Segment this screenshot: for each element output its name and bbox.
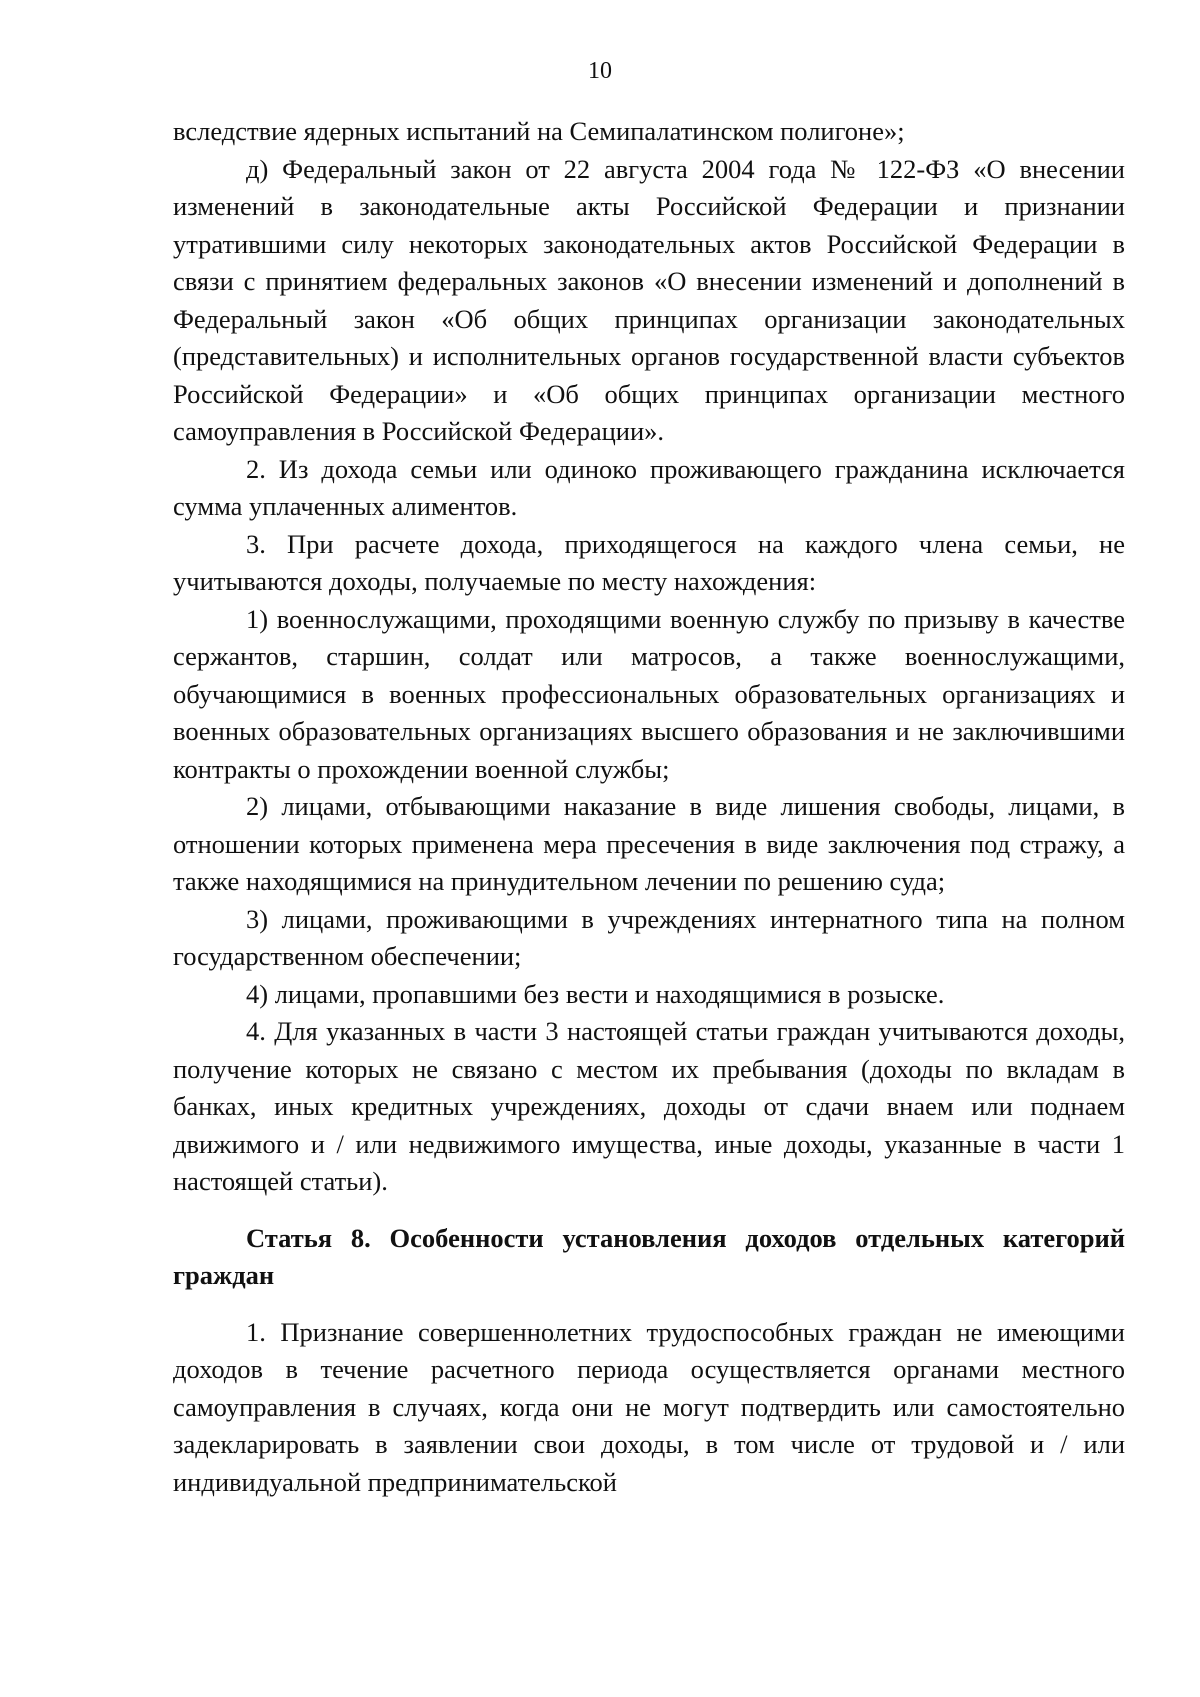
paragraph-part-3: 3. При расчете дохода, приходящегося на каждого члена семьи, не учитываются доходы, получаемые по месту нахождения: — [173, 528, 1125, 596]
paragraph-article-8-part-1: 1. Признание совершеннолетних трудоспособных граждан не имеющими доходов в течение расчетного периода осуществляется органами местного самоуправления в случаях, когда они не могут подтвердить или самостоятельно задекларировать в заявлении свои доходы, в том числе от трудовой и / или индивидуальной предпринимательской — [173, 1316, 1125, 1497]
page-number: 10 — [588, 58, 612, 84]
paragraph-subitem-1: 1) военнослужащими, проходящими военную службу по призыву в качестве сержантов, старшин, солдат или матросов, а также военнослужащими, обучающимися в военных профессиональных образовательных организациях и военных образовательных организациях высшего образования и не заключившими контракты о прохождении военной службы; — [173, 603, 1125, 784]
paragraph-subitem-2: 2) лицами, отбывающими наказание в виде лишения свободы, лицами, в отношении которых применена мера пресечения в виде заключения под стражу, а также находящимися на принудительном лечении по решению суда; — [173, 791, 1125, 896]
paragraph-subitem-4: 4) лицами, пропавшими без вести и находящимися в розыске. — [246, 978, 945, 1009]
paragraph-subitem-3: 3) лицами, проживающими в учреждениях интернатного типа на полном государственном обеспечении; — [173, 903, 1125, 971]
paragraph-part-2: 2. Из дохода семьи или одиноко проживающего гражданина исключается сумма уплаченных алиментов. — [173, 453, 1125, 521]
document-body — [173, 113, 1125, 1501]
paragraph-continuation: вследствие ядерных испытаний на Семипалатинском полигоне»; — [173, 116, 905, 146]
paragraph-part-4: 4. Для указанных в части 3 настоящей статьи граждан учитываются доходы, получение которых не связано с местом их пребывания (доходы по вкладам в банках, иных кредитных учреждениях, доходы от сдачи внаем или поднаем движимого и / или недвижимого имущества, иные доходы, указанные в части 1 настоящей статьи). — [173, 1016, 1125, 1196]
article-heading: Статья 8. Особенности установления доходов отдельных категорий граждан — [173, 1222, 1125, 1290]
paragraph-item-d: д) Федеральный закон от 22 августа 2004 года № 122-ФЗ «О внесении изменений в законодательные акты Российской Федерации и признании утратившими силу некоторых законодательных актов Российской Федерации в связи с принятием федеральных законов «О внесении изменений и дополнений в Федеральный закон «Об общих принципах организации законодательных (представительных) и исполнительных органов государственной власти субъектов Российской Федерации» и «Об общих принципах организации местного самоуправления в Российской Федерации». — [173, 153, 1125, 446]
